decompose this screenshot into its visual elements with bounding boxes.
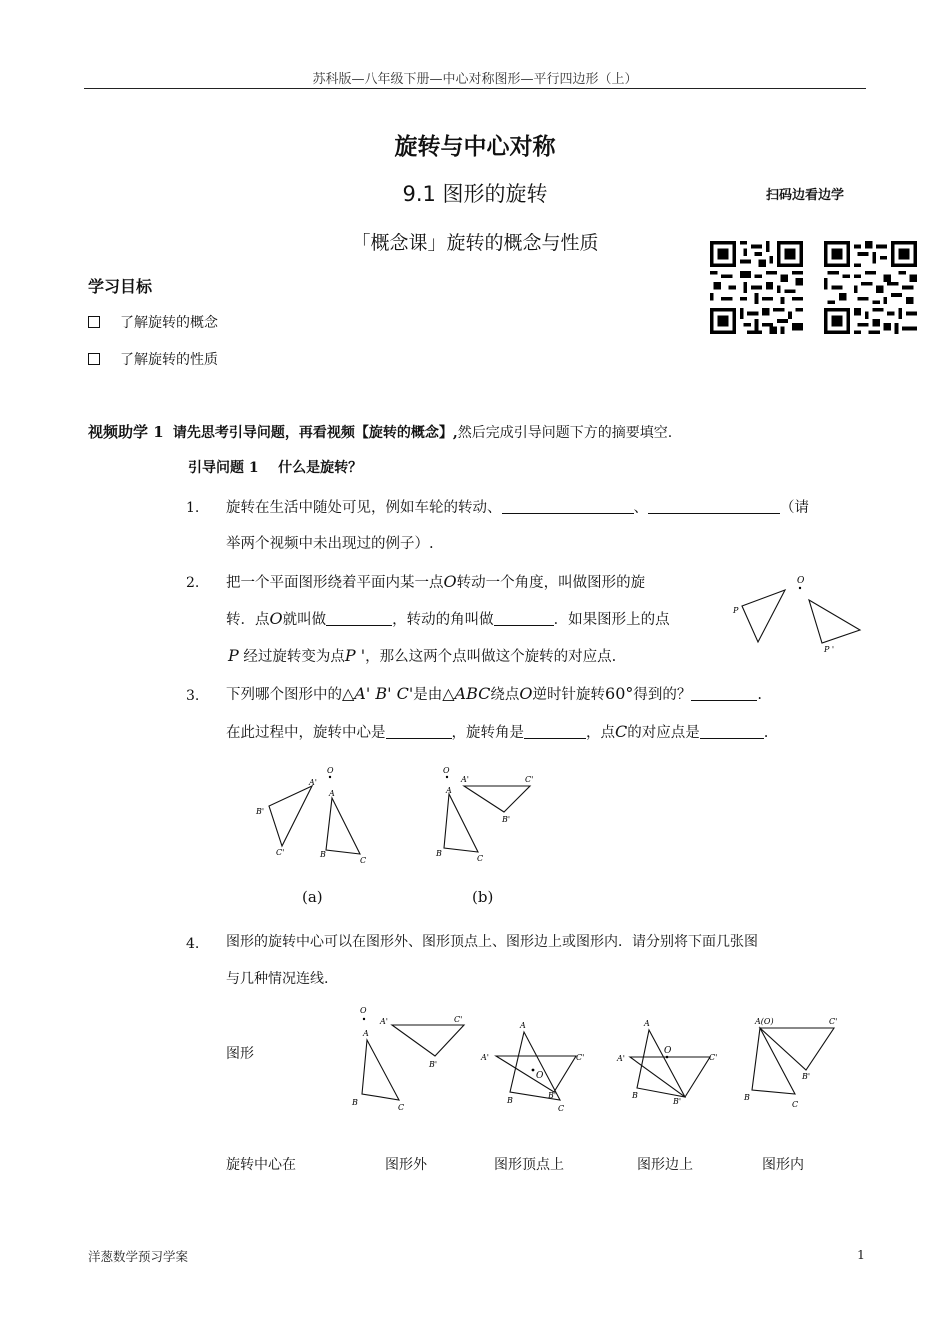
q4-line1: 图形的旋转中心可以在图形外、图形顶点上、图形边上或图形内．请分别将下面几张图 (226, 934, 758, 950)
svg-text:O: O (327, 766, 334, 775)
svg-text:A': A' (309, 778, 317, 787)
option-side[interactable]: 图形边上 (637, 1157, 693, 1173)
header-rule (84, 88, 866, 89)
q4-line2: 与几种情况连线. (226, 971, 329, 987)
svg-text:C': C' (454, 1015, 463, 1024)
q1-number: 1. (186, 500, 200, 516)
svg-text:O: O (360, 1006, 367, 1015)
checkbox[interactable] (88, 316, 100, 328)
video-instruction: 视频助学 1 请先思考引导问题，再看视频【旋转的概念】,然后完成引导问题下方的摘要填空. (88, 423, 673, 441)
q3-blank-figure[interactable] (691, 686, 757, 701)
svg-text:B: B (436, 849, 442, 858)
q4-figure-outside[interactable] (351, 1006, 464, 1112)
svg-text:B': B' (548, 1091, 557, 1100)
svg-text:O: O (664, 1046, 672, 1056)
goal-item: 了解旋转的性质 (88, 349, 218, 369)
svg-text:B': B' (502, 815, 511, 824)
figure-b (435, 766, 533, 863)
option-outside[interactable]: 图形外 (385, 1157, 427, 1173)
page-number: 1 (857, 1247, 865, 1262)
row-label-center: 旋转中心在 (226, 1157, 296, 1173)
svg-text:B: B (507, 1096, 513, 1105)
label-P: P (733, 606, 739, 615)
q2-blank-angle[interactable] (494, 611, 554, 626)
svg-text:B: B (320, 850, 326, 859)
svg-text:O: O (536, 1071, 544, 1081)
q2-figure (726, 570, 866, 660)
scan-label: 扫码边看边学 (766, 188, 845, 203)
svg-text:C: C (558, 1104, 565, 1113)
q4-figure-inside[interactable] (480, 1021, 584, 1113)
svg-text:A(O): A(O) (755, 1017, 774, 1026)
svg-text:A: A (520, 1021, 526, 1030)
label-Pp: P ' (824, 645, 835, 654)
svg-text:C': C' (829, 1017, 838, 1026)
q4-number: 4. (186, 936, 200, 952)
running-header: 苏科版—八年级下册—中心对称图形—平行四边形（上） (312, 72, 638, 87)
page-title: 旋转与中心对称 (394, 134, 556, 160)
svg-text:C': C' (276, 848, 285, 857)
svg-text:A: A (446, 786, 452, 795)
qr-code-icon[interactable] (824, 241, 917, 334)
svg-text:C: C (398, 1103, 405, 1112)
svg-text:A': A' (617, 1054, 625, 1063)
svg-text:B': B' (802, 1072, 811, 1081)
triangle-rotated (809, 600, 860, 643)
label-O: O (797, 576, 805, 586)
svg-text:C': C' (525, 775, 534, 784)
triangle-original (742, 590, 785, 642)
q1-line1: 旋转在生活中随处可见，例如车轮的转动、 、 （请 (226, 500, 809, 516)
figure-a (255, 766, 366, 865)
q1-blank-1[interactable] (502, 499, 634, 514)
caption-b: (b) (472, 888, 494, 906)
svg-text:B: B (352, 1098, 358, 1107)
svg-text:C': C' (709, 1053, 718, 1062)
caption-a: (a) (302, 888, 323, 906)
q2-line2: 转．点O就叫做 ，转动的角叫做 ．如果图形上的点 (226, 609, 670, 628)
q3-blank-corresponding[interactable] (700, 724, 764, 739)
checkbox[interactable] (88, 353, 100, 365)
svg-text:C: C (360, 856, 367, 865)
svg-text:A': A' (461, 775, 469, 784)
row-label-figure: 图形 (226, 1046, 254, 1062)
svg-text:B: B (744, 1093, 750, 1102)
q3-blank-angle[interactable] (524, 724, 586, 739)
svg-text:C: C (477, 854, 484, 863)
q4-figure-on-vertex[interactable] (743, 1017, 837, 1109)
svg-text:C': C' (576, 1053, 585, 1062)
section-title: 9.1 图形的旋转 (402, 182, 548, 206)
option-vertex[interactable]: 图形顶点上 (494, 1157, 564, 1173)
video-label: 视频助学 1 (88, 423, 164, 441)
q1-line2: 举两个视频中未出现过的例子）. (226, 536, 434, 552)
option-inside[interactable]: 图形内 (762, 1157, 804, 1173)
svg-text:A': A' (380, 1017, 388, 1026)
svg-text:A: A (363, 1029, 369, 1038)
q3-number: 3. (186, 688, 200, 704)
guide-question: 引导问题 1 什么是旋转？ (188, 460, 363, 476)
q4-figure-on-side[interactable] (616, 1019, 717, 1106)
q4-figures (340, 1000, 860, 1120)
lesson-title: 「概念课」旋转的概念与性质 (351, 232, 599, 254)
q3-line1: 下列哪个图形中的△A' B' C'是由△ABC绕点O逆时针旋转60°得到的？ . (226, 684, 762, 703)
goals-title: 学习目标 (88, 277, 153, 296)
svg-text:O: O (443, 766, 450, 775)
goal-item: 了解旋转的概念 (88, 312, 218, 332)
qr-code-icon[interactable] (710, 241, 803, 334)
svg-text:C: C (792, 1100, 799, 1109)
svg-text:A: A (329, 789, 335, 798)
footer-brand: 洋葱数学预习学案 (88, 1249, 189, 1264)
point-O (799, 587, 801, 589)
svg-text:B': B' (256, 807, 265, 816)
svg-text:B: B (632, 1091, 638, 1100)
q3-line2: 在此过程中，旋转中心是 ，旋转角是 ，点C的对应点是 . (226, 722, 769, 741)
q2-line3: P 经过旋转变为点P '，那么这两个点叫做这个旋转的对应点. (228, 646, 617, 665)
q3-figures (250, 760, 550, 870)
q2-line1: 把一个平面图形绕着平面内某一点O转动一个角度，叫做图形的旋 (226, 572, 646, 591)
svg-text:B': B' (429, 1060, 438, 1069)
svg-text:A': A' (481, 1053, 489, 1062)
q2-number: 2. (186, 575, 200, 591)
q1-blank-2[interactable] (648, 499, 780, 514)
svg-text:A: A (644, 1019, 650, 1028)
svg-text:B': B' (673, 1097, 682, 1106)
q3-blank-center[interactable] (386, 724, 452, 739)
q2-blank-center[interactable] (326, 611, 392, 626)
